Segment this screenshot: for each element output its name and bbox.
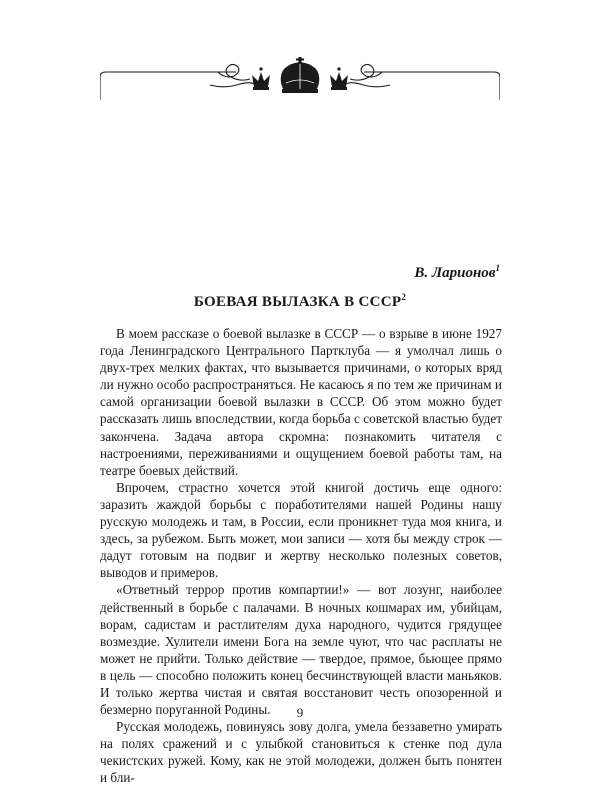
author-name: В. Ларионов$^1$: [414, 263, 500, 281]
author-footnote-ref: 1: [495, 263, 500, 273]
page-number: 9: [296, 705, 304, 720]
paragraph: Впрочем, страстно хочется этой книгой достичь еще одного: заразить жаждой борьбы с поработителями нашей Родины нашу русскую молодежь и там, в России, если проникнет туда моя книга, и здесь, за рубежом. Быть может, мои записи — хотя бы между строк — дадут готовым на подвиг и жертву несколько полезных советов, выводов и примеров.: [100, 479, 502, 581]
paragraph: «Ответный террор против компартии!» — вот лозунг, наиболее действенный в борьбе с палачами. В ночных кошмарах им, убийцам, ворам, садистам и растлителям духа народного, чудится грядущее возмездие. Хулители имени Бога на земле чуют, что час расплаты не может не прийти. Только действие — твердое, прямое, бьющее прямо в цель — способно положить конец бесчинствующей власти маньяков. И только жертва чистая и святая восстановит честь опозоренной и безмерно поруганной Родины.: [100, 582, 502, 718]
chapter-title: БОЕВАЯ ВЫЛАЗКА В СССР$^2$: [193, 292, 407, 310]
paragraph: Русская молодежь, повинуясь зову долга, умела беззаветно умирать на полях сражений и с улыбкой становиться к стенке под дула чекистских ружей. Кому, как не этой молодежи, должен быть понятен и бли-: [100, 719, 502, 786]
paragraph: В моем рассказе о боевой вылазке в СССР — о взрыве в июне 1927 года Ленинградского Центрального Партклуба — я умолчал лишь о двух-трех мелких фактах, что вызывается причинами, о которых вряд ли нужно особо распространяться. Не касаюсь я по тем же причинам и самой организации боевой вылазки в СССР. Об этом можно будет рассказать лишь впоследствии, когда борьба с советской властью будет закончена. Задача автора скромна: познакомить читателя с настроениями, переживаниями и ощущением боевой работы там, на театре боевых действий.: [100, 326, 502, 478]
crown-ornament-header: [100, 55, 500, 105]
title-footnote-ref: 2: [401, 292, 407, 302]
